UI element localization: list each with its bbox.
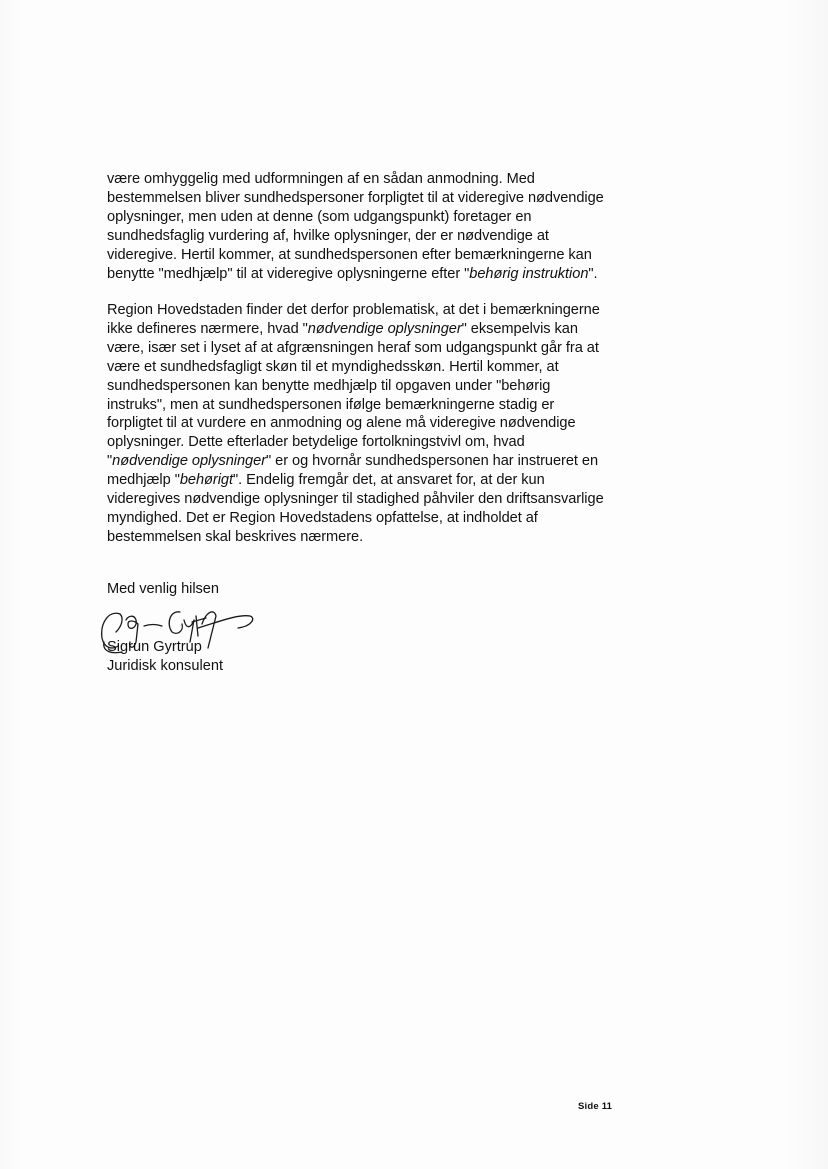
paragraph-1-line-last (107, 265, 627, 284)
text-run: medhjælp " (107, 472, 180, 489)
signer-title: Juridisk konsulent (107, 657, 223, 674)
paragraph-1-line: oplysninger, men uden at denne (som udgangspunkt) foretager en (107, 208, 532, 225)
scan-edge-left (0, 0, 24, 1169)
text-run: " eksempelvis kan (461, 320, 578, 337)
signer-block (107, 638, 223, 676)
paragraph-1-line: videregive. Hertil kommer, at sundhedspersonen efter bemærkningerne kan (107, 246, 592, 263)
text-run: benytte "medhjælp" til at videregive oplysningerne efter " (107, 265, 470, 282)
paragraph-2-line: myndighed. Det er Region Hovedstadens opfattelse, at indholdet af (107, 509, 538, 526)
paragraph-1-line: være omhyggelig med udformningen af en sådan anmodning. Med (107, 171, 535, 187)
paragraph-2-line (107, 452, 627, 471)
paragraph-2-line: være, især set i lyset af at afgrænsningen heraf som udgangspunkt går fra at (107, 339, 599, 356)
italic-term: behørig instruktion (469, 265, 589, 282)
scan-edge-right (788, 0, 828, 1169)
paragraph-1 (107, 170, 627, 283)
paragraph-2-line: være et sundhedsfagligt skøn til et myndighedsskøn. Hertil kommer, at (107, 358, 559, 375)
text-run: " (107, 453, 113, 470)
signer-name: Sigrun Gyrtrup (107, 639, 202, 655)
text-run: ". Endelig fremgår det, at ansvaret for, at der kun (232, 472, 545, 489)
paragraph-2 (107, 301, 627, 547)
closing-salutation: Med venlig hilsen (107, 581, 219, 597)
paragraph-2-line: forpligtet til at vurdere en anmodning og alene må videregive nødvendige (107, 415, 576, 432)
paragraph-2-line: bestemmelsen skal beskrives nærmere. (107, 528, 364, 545)
paragraph-1-line: bestemmelsen bliver sundhedspersoner forpligtet til at videregive nødvendige (107, 189, 604, 206)
paragraph-2-line: instruks", men at sundhedspersonen ifølge bemærkningerne stadig er (107, 396, 555, 413)
text-run: ". (588, 265, 598, 282)
paragraph-2-line (107, 320, 627, 339)
text-run: ikke defineres nærmere, hvad " (107, 320, 308, 337)
paragraph-2-line: videregives nødvendige oplysninger til stadighed påhviler den driftsansvarlige (107, 491, 604, 508)
italic-term: nødvendige oplysninger (112, 453, 266, 470)
italic-term: nødvendige oplysninger (307, 320, 462, 337)
italic-term: behørigt (179, 472, 233, 489)
paragraph-2-line: oplysninger. Dette efterlader betydelige fortolkningstvivl om, hvad (107, 434, 525, 451)
text-run: " er og hvornår sundhedspersonen har instrueret en (266, 453, 599, 470)
paragraph-2-line: sundhedspersonen kan benytte medhjælp til opgaven under "behørig (107, 377, 551, 394)
paragraph-1-line: sundhedsfaglig vurdering af, hvilke oplysninger, der er nødvendige at (107, 227, 549, 244)
paragraph-2-line (107, 471, 627, 490)
paragraph-2-line: Region Hovedstaden finder det derfor problematisk, at det i bemærkningerne (107, 302, 600, 318)
page-number: Side 11 (578, 1101, 613, 1112)
